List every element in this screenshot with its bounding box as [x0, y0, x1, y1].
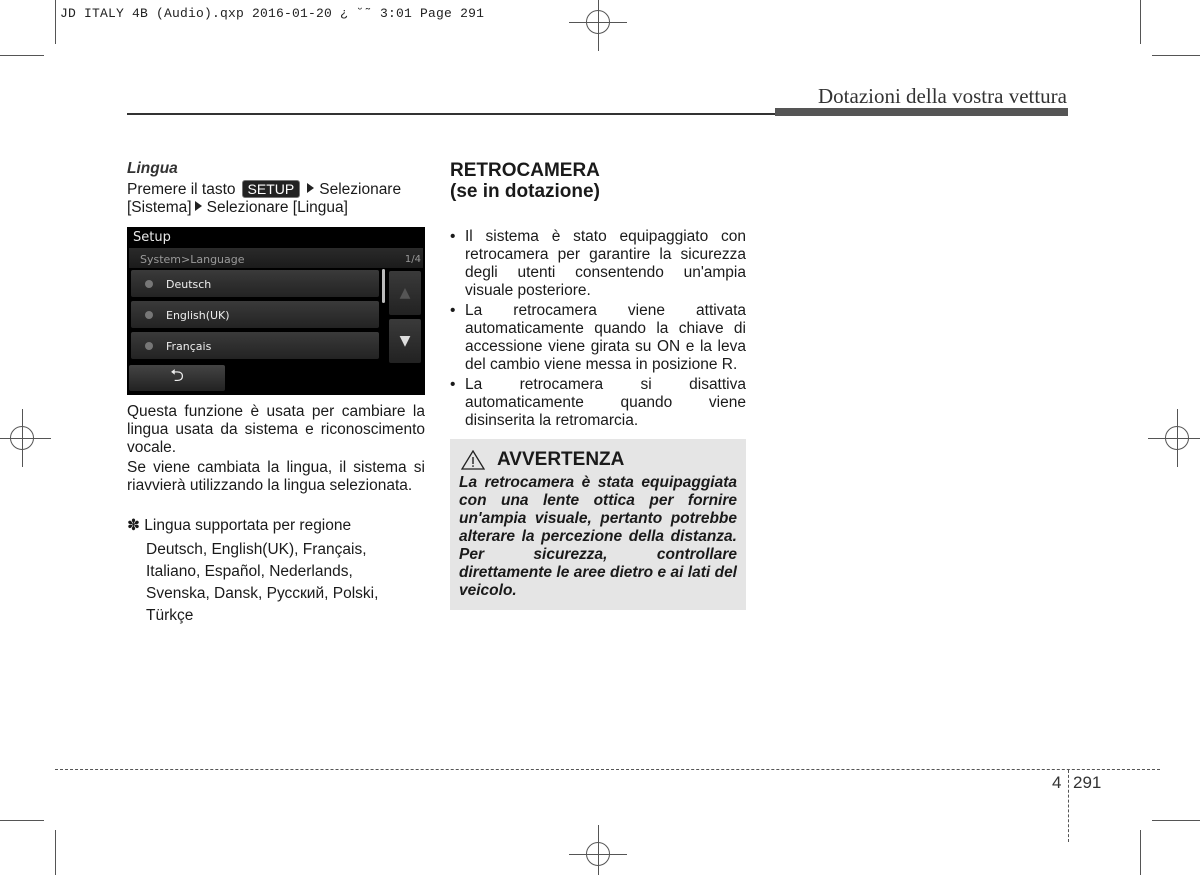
- chapter-number: 4: [1052, 773, 1062, 792]
- feature-list: [450, 228, 746, 430]
- scroll-up-button[interactable]: [389, 271, 421, 315]
- arrow-down-icon: ▼: [399, 333, 411, 349]
- description-paragraph: Se viene cambiata la lingua, il sistema si riavvierà utilizzando la lingua selezionata.: [127, 459, 425, 494]
- header-rule: [127, 113, 775, 115]
- screen-page-indicator: 1/4: [404, 254, 421, 265]
- region-language-line: Deutsch, English(UK), Français,: [146, 541, 367, 558]
- language-option-label: Français: [166, 340, 212, 353]
- crop-mark: [1140, 830, 1141, 875]
- crop-mark: [0, 55, 44, 56]
- setup-key-badge: SETUP: [242, 180, 301, 198]
- registration-mark-icon: [586, 10, 610, 34]
- screen-path: System>Language: [140, 253, 245, 266]
- instruction: [127, 180, 425, 217]
- header-rule-thick: [775, 108, 1068, 116]
- instruction-prefix: Premere il tasto: [127, 181, 236, 198]
- footer-rule: [55, 769, 1160, 770]
- registration-mark-icon: [1165, 426, 1189, 450]
- section-subheading: (se in dotazione): [450, 181, 600, 202]
- right-column: [450, 160, 746, 610]
- description-paragraph: Questa funzione è usata per cambiare la lingua usata da sistema e riconoscimento vocale.: [127, 403, 425, 456]
- crop-mark: [55, 830, 56, 875]
- list-item: • La retrocamera viene attivata automaticamente quando la chiave di accessione viene girata su ON e la leva del cambio viene messa in posizione R.: [450, 302, 746, 374]
- language-option-label: English(UK): [166, 309, 230, 322]
- language-option-label: Deutsch: [166, 278, 212, 291]
- registration-mark-icon: [10, 426, 34, 450]
- language-option-francais[interactable]: [131, 332, 379, 359]
- scroll-down-button[interactable]: [389, 319, 421, 363]
- page-number: 291: [1073, 773, 1102, 792]
- instruction-step1: Selezionare: [319, 181, 402, 198]
- screen-scrollbar[interactable]: [382, 269, 385, 303]
- instruction-step3: Selezionare [Lingua]: [206, 199, 348, 216]
- radio-dot-icon: [145, 342, 153, 350]
- radio-dot-icon: [145, 280, 153, 288]
- back-arrow-icon: ⮌: [170, 366, 184, 386]
- warning-triangle-icon: [461, 450, 485, 470]
- crop-mark: [55, 0, 56, 44]
- instruction-step2: [Sistema]: [127, 199, 192, 216]
- warning-text: La retrocamera è stata equipaggiata con una lente ottica per fornire un'ampia visuale, pertanto potrebbe alterare la percezione della distanza. Per sicurezza, controllare direttamente le aree dietro e ai lati del veicolo.: [459, 474, 737, 599]
- warning-box: [450, 439, 746, 610]
- radio-dot-icon: [145, 311, 153, 319]
- language-setup-screen: [127, 227, 425, 395]
- left-column: [127, 160, 425, 627]
- language-option-deutsch[interactable]: [131, 270, 379, 297]
- footer-divider: [1068, 770, 1069, 842]
- region-language-line: Svenska, Dansk, Русский, Polski,: [146, 585, 379, 602]
- registration-mark-icon: [586, 842, 610, 866]
- crop-mark: [1140, 0, 1141, 44]
- warning-title: AVVERTENZA: [497, 449, 625, 470]
- arrow-up-icon: ▲: [399, 285, 411, 301]
- list-item: • Il sistema è stato equipaggiato con retrocamera per garantire la sicurezza degli utenti consentendo un'ampia visuale posteriore.: [450, 228, 746, 300]
- crop-mark: [1152, 820, 1200, 821]
- print-slug: JD ITALY 4B (Audio).qxp 2016-01-20 ¿ ˘˜ 3:01 Page 291: [60, 6, 485, 21]
- arrow-right-icon: [307, 183, 314, 193]
- section-title: Dotazioni della vostra vettura: [818, 84, 1067, 108]
- crop-mark: [0, 820, 44, 821]
- region-language-line: Italiano, Español, Nederlands,: [146, 563, 353, 580]
- section-heading: RETROCAMERA: [450, 160, 600, 181]
- region-language-line: Türkçe: [146, 607, 194, 624]
- back-button[interactable]: [129, 365, 225, 391]
- region-heading: ✽ Lingua supportata per regione: [127, 517, 352, 534]
- language-option-english[interactable]: [131, 301, 379, 328]
- crop-mark: [1152, 55, 1200, 56]
- subsection-heading: Lingua: [127, 160, 178, 177]
- region-language-list: [127, 539, 425, 627]
- warning-header: [461, 449, 737, 471]
- arrow-right-icon: [195, 201, 202, 211]
- list-item: • La retrocamera si disattiva automaticamente quando viene disinserita la retromarcia.: [450, 376, 746, 430]
- screen-title: Setup: [133, 230, 171, 245]
